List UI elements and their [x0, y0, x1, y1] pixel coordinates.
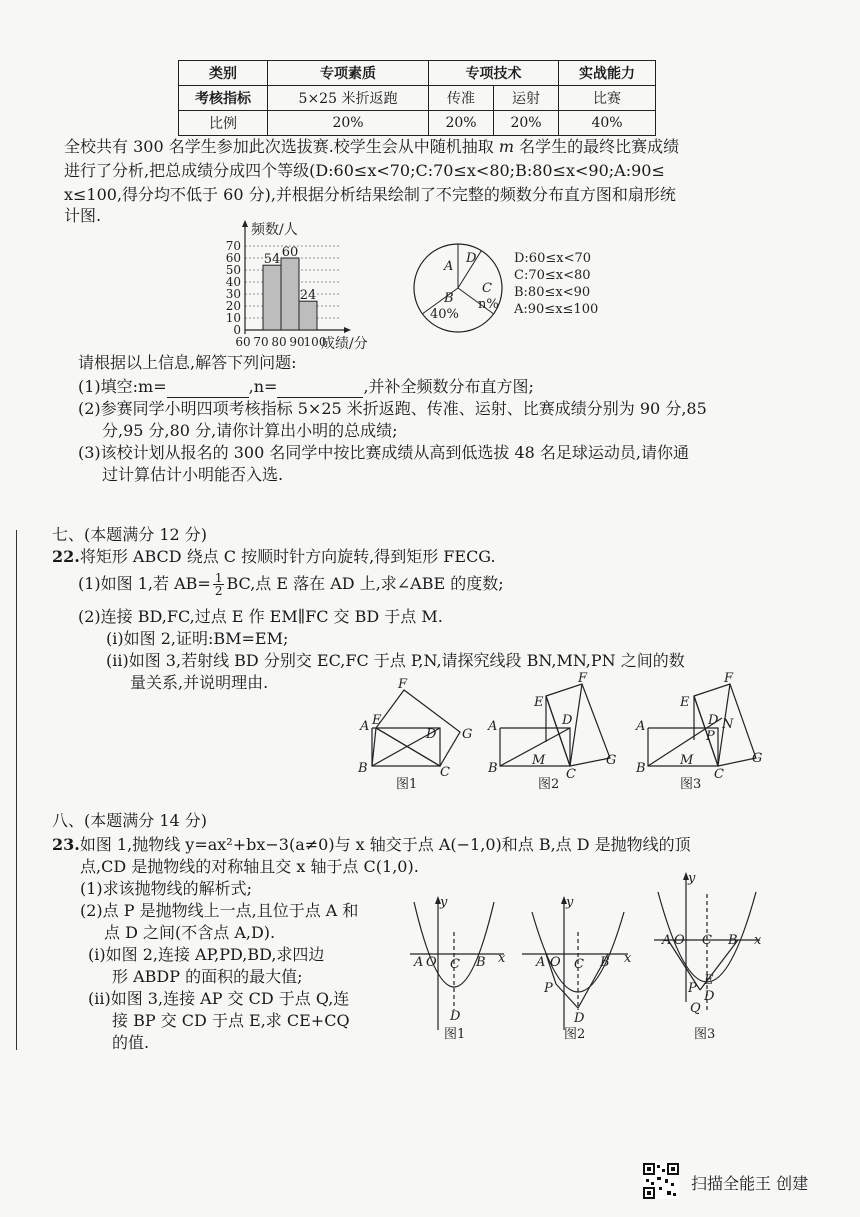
fig1-label: C: [440, 765, 450, 780]
fig3-label: M: [680, 753, 694, 768]
fig2-line-ec: [546, 696, 570, 766]
fig1-label: G: [462, 727, 473, 742]
q23-sub2i-line2: 形 ABDP 的面积的最大值;: [112, 967, 303, 986]
table-row: [179, 61, 656, 86]
q23-sub2-line2: 点 D 之间(不含点 A,D).: [104, 923, 276, 942]
table-cell: 比赛: [559, 86, 656, 111]
q21-sub1-a: (1)填空:m=: [78, 377, 167, 396]
fig2-label: G: [606, 753, 617, 768]
fig2-parabola: [532, 912, 624, 992]
hist-x-tick: 70: [253, 335, 269, 349]
hist-x-tick: 90: [289, 335, 305, 349]
table-cell: 20%: [268, 111, 429, 136]
hist-x-tick: 80: [271, 335, 287, 349]
footer-brand-text: 扫描全能王 创建: [691, 1174, 809, 1193]
fig3-label: D: [704, 989, 715, 1004]
fig2-label: O: [550, 955, 561, 970]
pie-slice-label: A: [444, 259, 454, 274]
table-cell: 考核指标: [179, 86, 268, 111]
table-cell: 类别: [179, 61, 268, 86]
fig1-label: E: [372, 713, 382, 728]
q22-figures: [350, 672, 780, 797]
fig1-label: F: [398, 677, 408, 692]
q23-sub2ii-line3: 的值.: [112, 1033, 150, 1052]
hist-bar: [263, 265, 281, 330]
q23-sub2ii-line2: 接 BP 交 CD 于点 E,求 CE+CQ: [112, 1011, 350, 1030]
frequency-histogram: [215, 218, 405, 353]
fig3-label: B: [636, 761, 646, 776]
table-row: [179, 111, 656, 136]
hist-x-label: 成绩/分: [321, 336, 368, 352]
fig2-caption: 图2: [564, 1027, 586, 1042]
fig3-label: P: [688, 981, 697, 996]
q23-sub1: (1)求该抛物线的解析式;: [80, 879, 253, 898]
fig3-label: B: [728, 933, 738, 948]
q21-intro-line1: [64, 136, 679, 158]
fig3-label: E: [680, 695, 690, 710]
pie-slice-label: B: [444, 291, 454, 306]
hist-y-tick: 20: [225, 299, 241, 313]
q21-sub1: [78, 376, 534, 398]
pie-slice-label: C: [482, 281, 492, 296]
q22-stem-text: 将矩形 ABCD 绕点 C 按顺时针方向旋转,得到矩形 FECG.: [79, 547, 496, 566]
q23-stem-a: 如图 1,抛物线 y=ax²+bx−3(a≠0)与 x 轴交于点 A(−1,0)和点 B,点 D 是抛物线的顶: [79, 835, 691, 854]
fig1-label: x: [498, 951, 506, 966]
pie-chart: [410, 240, 630, 340]
table-cell: 20%: [494, 111, 559, 136]
q22-sub2-ii-line1: (ii)如图 3,若射线 BD 分别交 EC,FC 于点 P,N,请探究线段 BN,MN,PN 之间的数: [106, 651, 685, 670]
fig3-label: N: [722, 717, 734, 732]
q21-sub3-line2: 过计算估计小明能否入选.: [102, 465, 284, 484]
q23-sub2ii-line1: (ii)如图 3,连接 AP 交 CD 于点 Q,连: [88, 989, 350, 1008]
q21-sub2-line1: (2)参赛同学小明四项考核指标 5×25 米折返跑、传准、运射、比赛成绩分别为 90 分,85: [78, 399, 707, 418]
q23-number: 23.: [52, 835, 80, 854]
fig1-label: C: [450, 957, 460, 972]
q21-var-m: m: [498, 137, 515, 156]
pie-legend-item: C:70≤x<80: [514, 268, 591, 283]
fig2-label: x: [624, 951, 632, 966]
hist-x-tick: 100: [303, 335, 327, 349]
q22-stem: [52, 546, 496, 568]
fig2-label: A: [536, 955, 546, 970]
hist-y-tick: 30: [225, 287, 241, 301]
q23-figures: [404, 872, 776, 1042]
fig3-label: C: [702, 933, 712, 948]
q21-sub1-b: ,n=: [248, 377, 278, 396]
fig3-label: A: [662, 933, 672, 948]
q21-prompt: 请根据以上信息,解答下列问题:: [78, 353, 297, 372]
q22-sub2: (2)连接 BD,FC,过点 E 作 EM∥FC 交 BD 于点 M.: [78, 607, 443, 626]
hist-x-arrow: [344, 327, 351, 333]
q22-sub2-ii-line2: 量关系,并说明理由.: [130, 673, 269, 692]
table-cell: 实战能力: [559, 61, 656, 86]
q23-stem-line2: 点,CD 是抛物线的对称轴且交 x 轴于点 C(1,0).: [80, 857, 419, 876]
scanner-footer: [641, 1163, 851, 1199]
fig1-label: B: [476, 955, 486, 970]
fig1-caption: 图1: [444, 1027, 466, 1042]
table-cell: 5×25 米折返跑: [268, 86, 429, 111]
fig2-label: P: [544, 981, 553, 996]
fig1-caption: 图1: [396, 777, 418, 792]
pie-legend-item: D:60≤x<70: [514, 251, 592, 266]
fig3-label: Q: [690, 1001, 701, 1016]
hist-x-tick: 60: [235, 335, 251, 349]
table-row: [179, 86, 656, 111]
pie-slice-value: n%: [478, 297, 499, 312]
hist-y-tick: 70: [225, 239, 241, 253]
hist-data-label: 60: [281, 245, 299, 260]
q22-sub2-i: (i)如图 2,证明:BM=EM;: [106, 629, 289, 648]
pie-slice-label: D: [466, 251, 477, 266]
q22-number: 22.: [52, 547, 80, 566]
q21-sub2-line2: 分,95 分,80 分,请你计算出小明的总成绩;: [102, 421, 398, 440]
answer-blank-m[interactable]: [167, 381, 249, 398]
section-8-header: 八、(本题满分 14 分): [52, 811, 208, 830]
fig3-label: G: [752, 751, 763, 766]
fig3-caption: 图3: [680, 777, 702, 792]
hist-bar: [299, 301, 317, 330]
fig3-label: E: [704, 973, 714, 988]
fig3-caption: 图3: [694, 1027, 716, 1042]
fig2-label: D: [562, 713, 573, 728]
hist-y-tick: 10: [225, 311, 241, 325]
hist-data-label: 24: [299, 288, 317, 304]
pie-legend-item: A:90≤x≤100: [514, 302, 599, 317]
q21-intro1-end: 名学生的最终比赛成绩: [519, 137, 680, 156]
table-cell: 20%: [429, 111, 494, 136]
fig3-label: A: [636, 719, 646, 734]
fig3-label: F: [724, 672, 734, 686]
q23-sub2i-line1: (i)如图 2,连接 AP,PD,BD,求四边: [88, 945, 325, 964]
fig1-line-be: [372, 728, 376, 766]
fig3-label: P: [706, 729, 715, 744]
hist-y-arrow: [242, 220, 248, 227]
fig2-label: y: [566, 895, 574, 910]
fig3-label: D: [708, 713, 719, 728]
fig1-label: O: [426, 955, 437, 970]
fig1-label: D: [450, 1009, 461, 1024]
table-cell: 40%: [559, 111, 656, 136]
fig2-label: E: [534, 695, 544, 710]
table-cell: 运射: [494, 86, 559, 111]
fig2-label: F: [578, 672, 588, 686]
q21-intro1: 全校共有 300 名学生参加此次选拔赛.校学生会从中随机抽取: [64, 137, 494, 156]
q22-sub1-b: BC,点 E 落在 AD 上,求∠ABE 的度数;: [226, 574, 504, 593]
hist-y-tick: 50: [225, 263, 241, 277]
fig1-label: B: [358, 761, 368, 776]
pie-slice-value: 40%: [430, 307, 459, 322]
table-cell: 专项技术: [429, 61, 559, 86]
fig2-label: A: [488, 719, 498, 734]
fig2-caption: 图2: [538, 777, 560, 792]
q21-sub1-c: ,并补全频数分布直方图;: [363, 377, 534, 396]
pie-legend-item: B:80≤x<90: [514, 285, 591, 300]
fraction-denominator: 2: [214, 584, 223, 598]
fig3-label: y: [688, 872, 696, 886]
hist-bar: [281, 258, 299, 330]
hist-data-label: 54: [263, 252, 281, 268]
hist-y-tick: 40: [225, 275, 241, 289]
margin-line: [16, 530, 17, 1050]
fig1-label: D: [426, 727, 437, 742]
q21-sub3-line1: (3)该校计划从报名的 300 名同学中按比赛成绩从高到低选拔 48 名足球运动员,请你通: [78, 443, 689, 462]
q23-sub2-line1: (2)点 P 是抛物线上一点,且位于点 A 和: [80, 901, 359, 920]
q21-intro-line2: 进行了分析,把总成绩分成四个等级(D:60≤x<70;C:70≤x<80;B:80≤x<90;A:90≤: [64, 161, 665, 180]
fig1-label: y: [440, 895, 448, 910]
fig2-label: M: [532, 753, 546, 768]
hist-y-label: 频数/人: [251, 222, 298, 238]
fig2-label: C: [566, 767, 576, 782]
answer-blank-n[interactable]: [277, 381, 363, 398]
q21-intro-line3: x≤100,得分均不低于 60 分),并根据分析结果绘制了不完整的频数分布直方图和扇形统: [64, 185, 676, 204]
hist-y-tick: 0: [233, 323, 241, 337]
q22-sub1-a: (1)如图 1,若 AB=: [78, 574, 211, 593]
fig2-label: C: [574, 957, 584, 972]
table-cell: 比例: [179, 111, 268, 136]
hist-y-tick: 60: [225, 251, 241, 265]
q22-sub1: [78, 572, 504, 597]
fig3-label: O: [674, 933, 685, 948]
fraction-numerator: 1: [214, 571, 223, 585]
table-cell: 传准: [429, 86, 494, 111]
fig3-label: C: [714, 767, 724, 782]
fig1-label: A: [414, 955, 424, 970]
fig3-label: x: [754, 933, 762, 948]
fig2-label: B: [488, 761, 498, 776]
q21-intro-line4: 计图.: [64, 206, 102, 225]
fig2-label: D: [574, 1011, 585, 1026]
q23-stem-line1: [52, 834, 691, 856]
table-cell: 专项素质: [268, 61, 429, 86]
section-7-header: 七、(本题满分 12 分): [52, 525, 208, 544]
fig2-label: B: [600, 955, 610, 970]
fraction-half: [213, 572, 225, 597]
fig1-label: A: [360, 719, 370, 734]
qr-code-icon: [643, 1163, 683, 1199]
score-table: [178, 60, 656, 136]
